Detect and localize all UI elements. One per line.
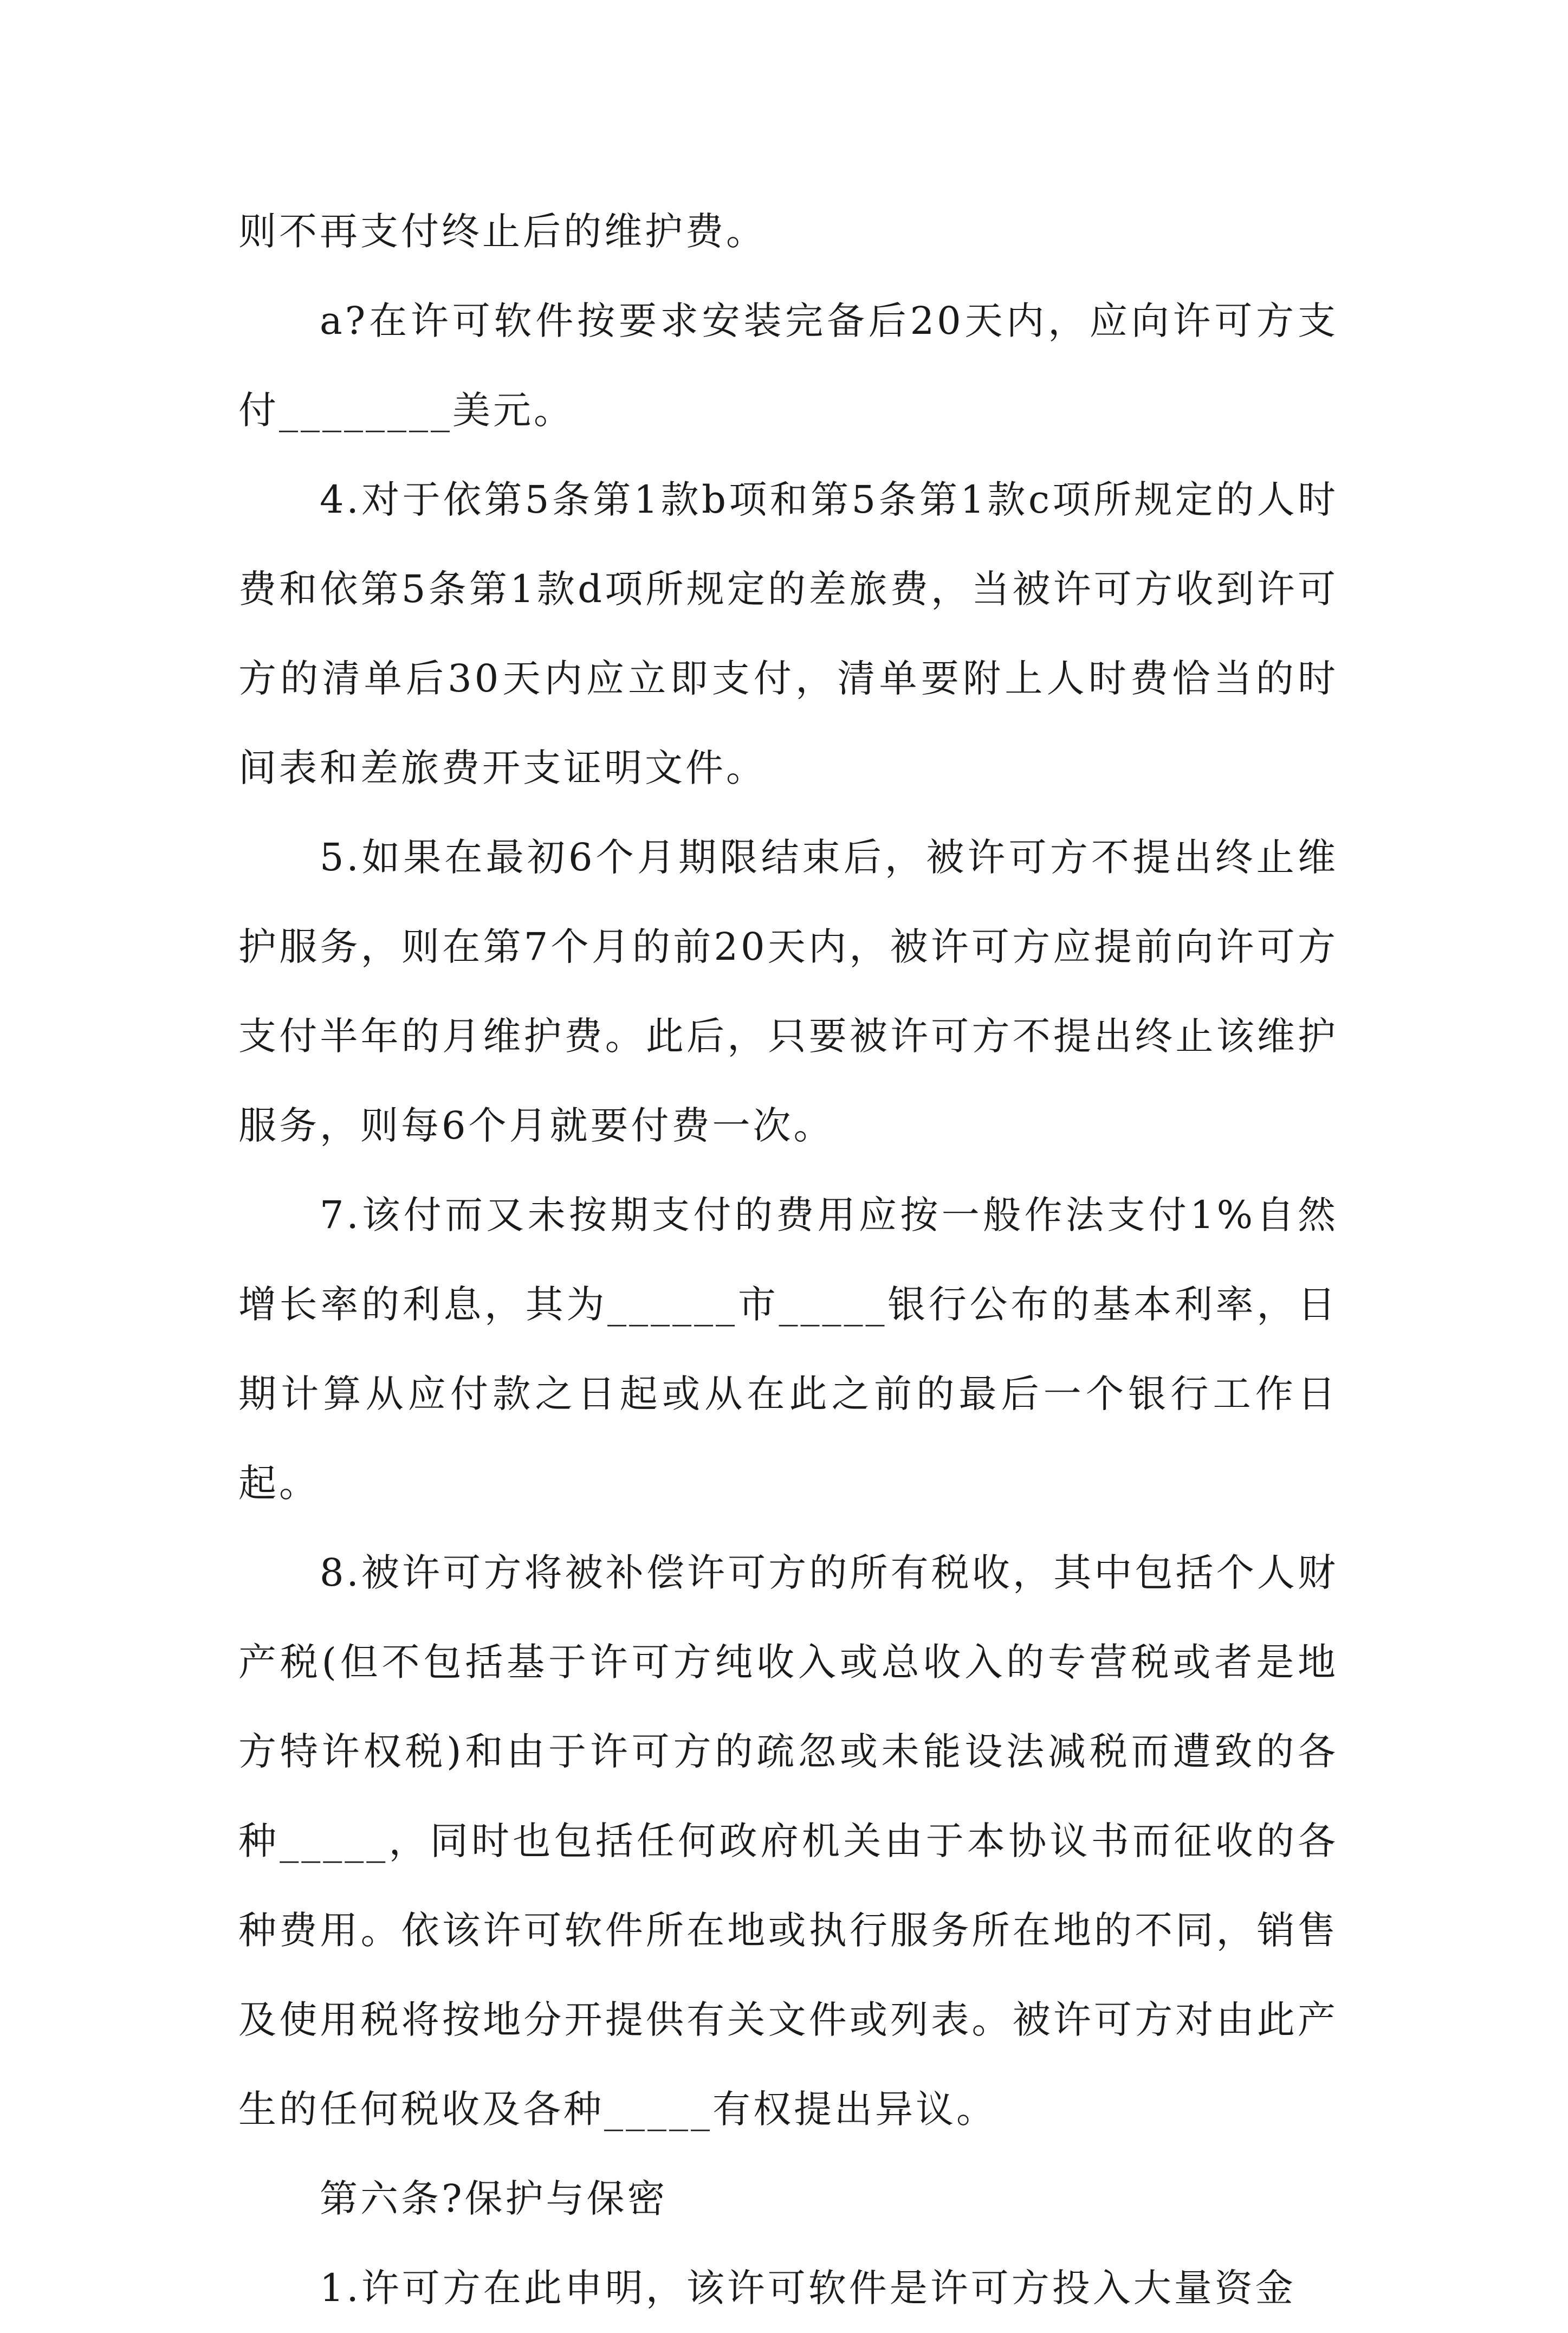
paragraph-clause-5: 5.如果在最初6个月期限结束后，被许可方不提出终止维护服务，则在第7个月的前20天内，被许可方应提前向许可方支付半年的月维护费。此后，只要被许可方不提出终止该维护服务，则每6个月就要付费一次。 [238,835,1338,1148]
paragraph-clause-4: 4.对于依第5条第1款b项和第5条第1款c项所规定的人时费和依第5条第1款d项所规定的差旅费，当被许可方收到许可方的清单后30天内应立即支付，清单要附上人时费恰当的时间表和差旅费开支证明文件。 [238,477,1338,790]
document-body [238,187,1338,2333]
section-heading-article-6: 第六条?保护与保密 [320,2176,668,2221]
paragraph-article-6-clause-1: 1.许可方在此申明，该许可软件是许可方投入大量资金 [320,2266,1296,2310]
paragraph-clause-7: 7.该付而又未按期支付的费用应按一般作法支付1%自然增长率的利息，其为______市_____银行公布的基本利率，日期计算从应付款之日起或从在此之前的最后一个银行工作日起。 [238,1193,1338,1505]
paragraph-item-a-payment: a?在许可软件按要求安装完备后20天内，应向许可方支付________美元。 [238,299,1338,432]
paragraph-clause-8: 8.被许可方将被补偿许可方的所有税收，其中包括个人财产税(但不包括基于许可方纯收入或总收入的专营税或者是地方特许权税)和由于许可方的疏忽或未能设法减税而遭致的各种_____，同时也包括任何政府机关由于本协议书而征收的各种费用。依该许可软件所在地或执行服务所在地的不同，销售及使用税将按地分开提供有关文件或列表。被许可方对由此产生的任何税收及各种_____有权提出异议。 [238,1550,1338,2131]
paragraph-maintenance-fee-end: 则不再支付终止后的维护费。 [238,209,767,254]
